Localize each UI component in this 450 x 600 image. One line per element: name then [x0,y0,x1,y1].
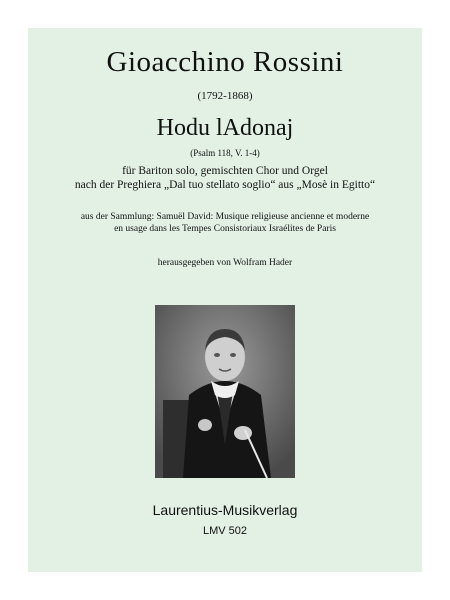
collection-text [28,211,422,235]
portrait-photo-icon [155,305,295,478]
composer-portrait-image [155,305,295,478]
cover-page [28,28,422,572]
collection-line-1: aus der Sammlung: Samuël David: Musique religieuse ancienne et moderne [80,212,370,222]
editor-credit: herausgegeben von Wolfram Hader [157,258,293,268]
publisher-name: Laurentius-Musikverlag [152,502,298,518]
psalm-reference: (Psalm 118, V. 1-4) [190,148,260,158]
composer-name: Gioacchino Rossini [106,46,344,78]
work-title: Hodu lAdonaj [156,115,294,141]
scoring-line-2: nach der Preghiera „Dal tuo stellato soglio“ aus „Mosè in Egitto“ [74,179,376,191]
collection-line-2: en usage dans les Tempes Consistoriaux Israélites de Paris [114,224,336,234]
catalog-number: LMV 502 [202,525,248,537]
scoring-line-1: für Bariton solo, gemischten Chor und Orgel [122,165,328,177]
composer-dates: (1792-1868) [197,90,253,102]
scoring-text [28,164,422,192]
